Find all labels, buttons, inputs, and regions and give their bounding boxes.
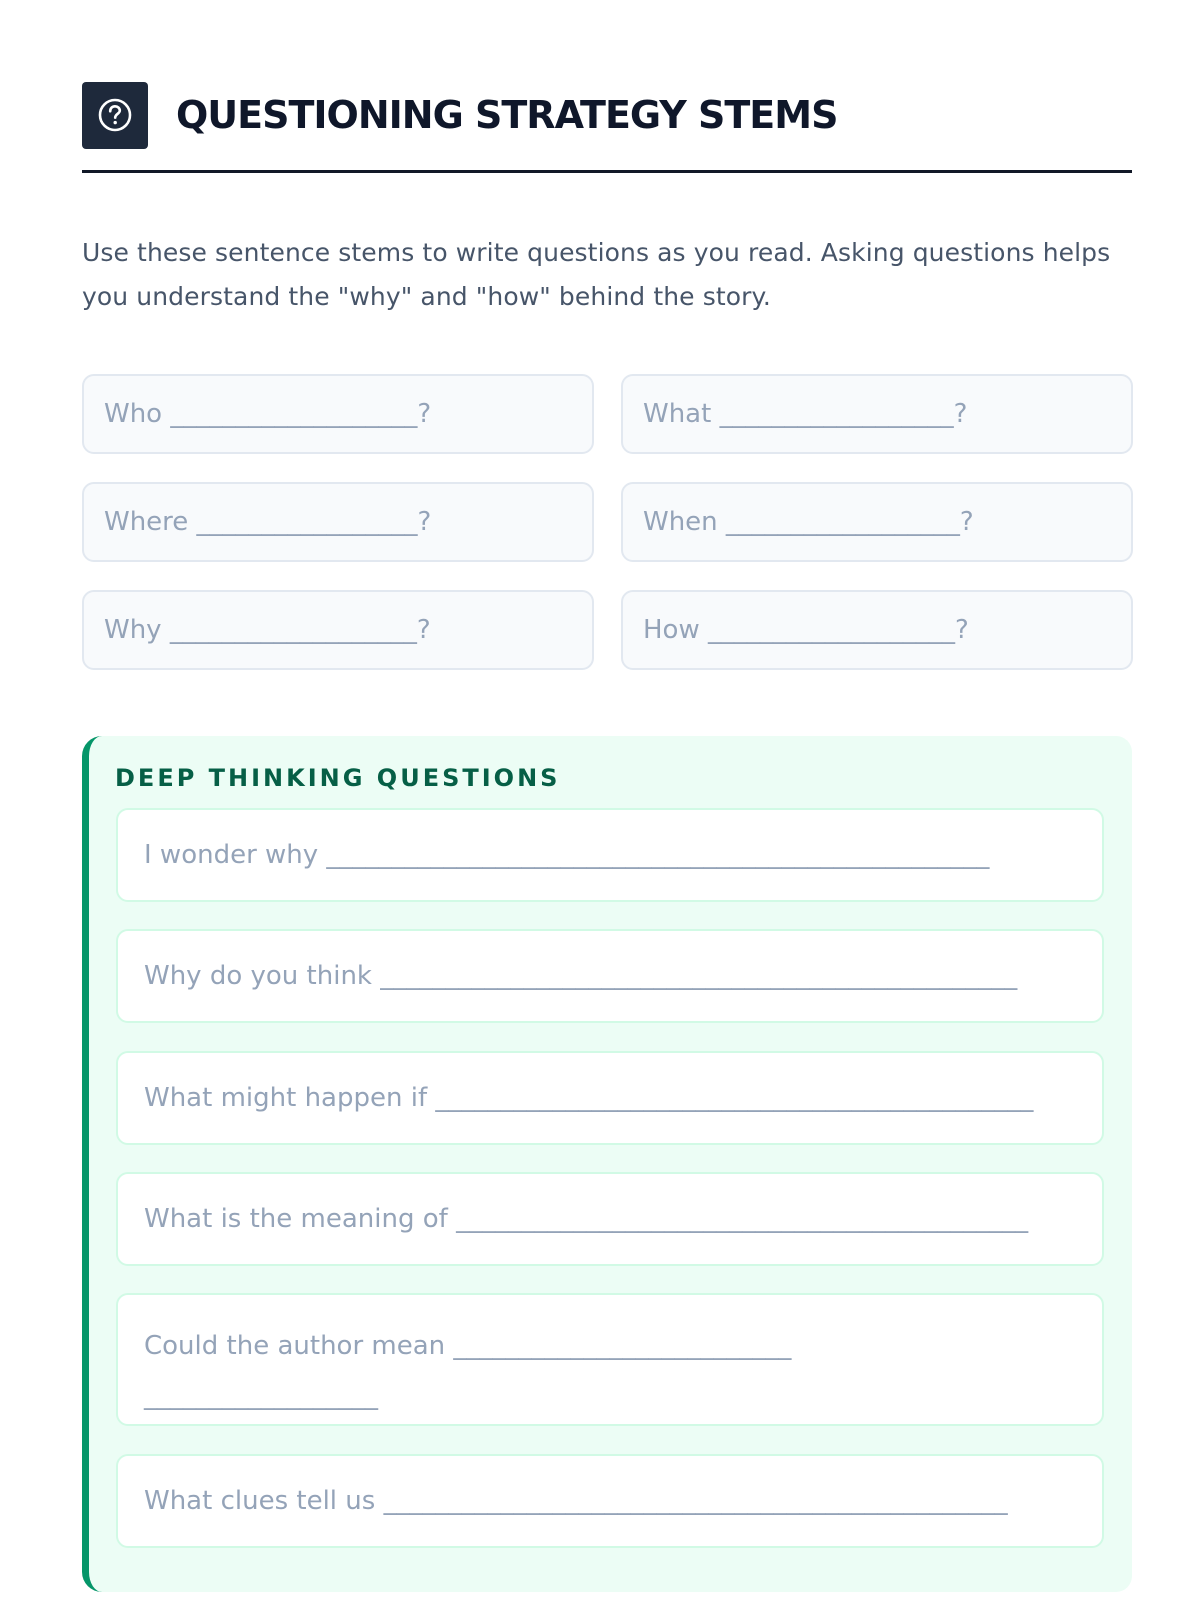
deep-thinking-label: DEEP THINKING QUESTIONS bbox=[115, 764, 561, 792]
stem-who[interactable]: Who ___________________? bbox=[82, 374, 594, 454]
stem-what[interactable]: What __________________? bbox=[621, 374, 1133, 454]
deep-question-wonder-why[interactable]: I wonder why ___________________________________________________ bbox=[116, 808, 1104, 902]
question-stem-grid bbox=[82, 374, 1132, 670]
worksheet-page bbox=[82, 81, 1132, 1516]
deep-thinking-panel bbox=[82, 736, 1132, 1592]
page-title: QUESTIONING STRATEGY STEMS bbox=[176, 93, 838, 137]
stem-how[interactable]: How ___________________? bbox=[621, 590, 1133, 670]
deep-question-why-do-you-think[interactable]: Why do you think _________________________________________________ bbox=[116, 929, 1104, 1023]
question-circle-icon bbox=[82, 82, 148, 149]
deep-question-author-mean[interactable] bbox=[116, 1293, 1104, 1426]
deep-question-meaning-of[interactable]: What is the meaning of ____________________________________________ bbox=[116, 1172, 1104, 1266]
header-divider bbox=[82, 170, 1132, 173]
stem-where[interactable]: Where _________________? bbox=[82, 482, 594, 562]
stem-why[interactable]: Why ___________________? bbox=[82, 590, 594, 670]
deep-question-what-clues[interactable]: What clues tell us ________________________________________________ bbox=[116, 1454, 1104, 1548]
deep-question-author-mean-text: Could the author mean ____________________________________________ bbox=[144, 1331, 792, 1411]
intro-text: Use these sentence stems to write questions as you read. Asking questions helps you understand the "why" and "how" behind the story. bbox=[82, 238, 1111, 311]
page-header bbox=[82, 81, 1132, 149]
stem-when[interactable]: When __________________? bbox=[621, 482, 1133, 562]
deep-question-what-might-happen[interactable]: What might happen if ______________________________________________ bbox=[116, 1051, 1104, 1145]
